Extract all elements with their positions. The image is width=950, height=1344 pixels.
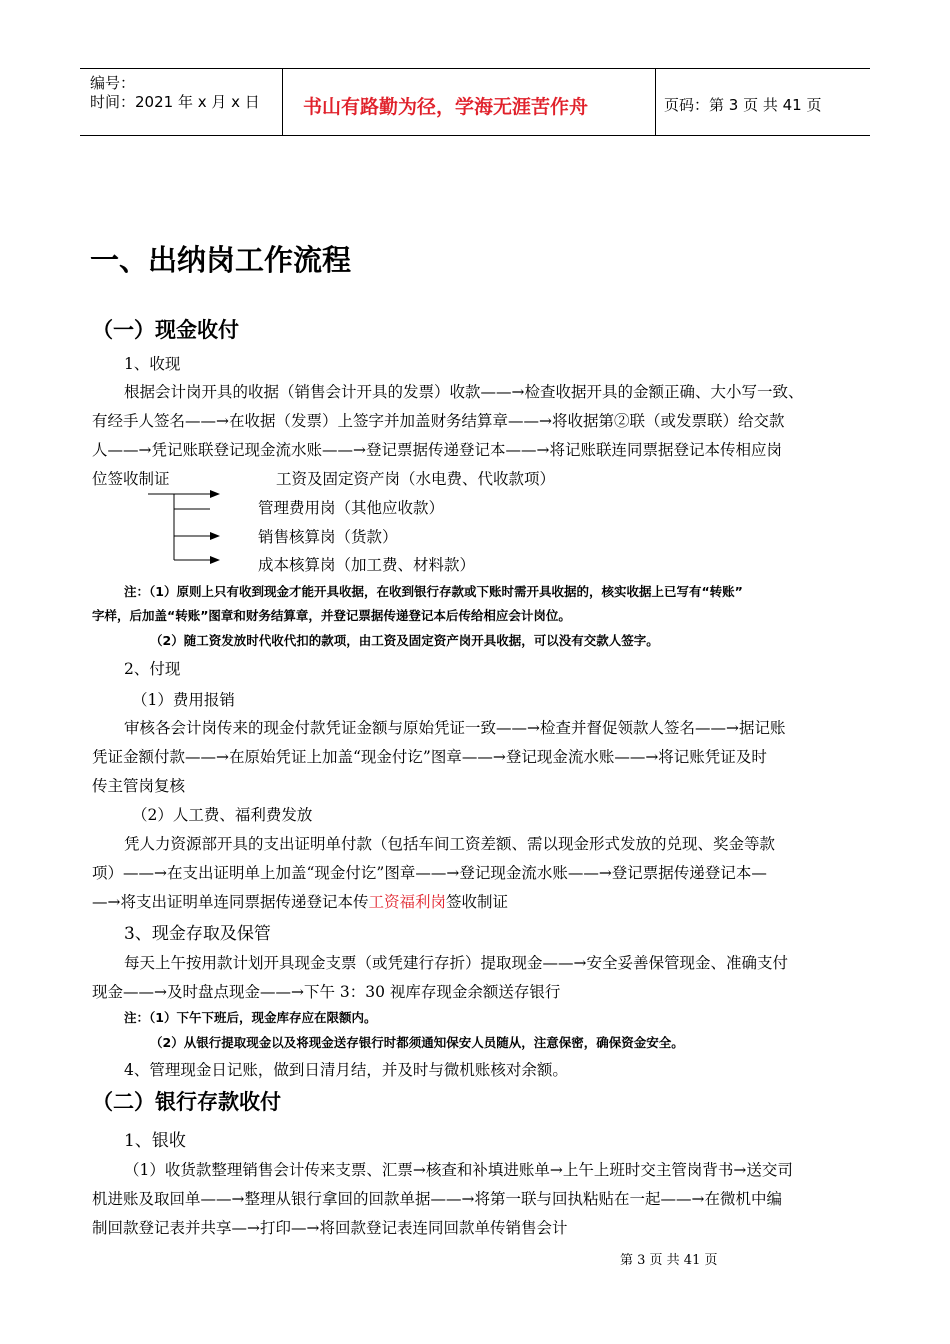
subheading: （1）费用报销 <box>132 691 235 709</box>
branch-item: 销售核算岗（货款） <box>258 528 398 546</box>
subheading: （2）人工费、福利费发放 <box>132 806 313 824</box>
header-bottom-border <box>80 135 870 136</box>
paragraph-text: —→将支出证明单连同票据传递登记本传 <box>92 893 369 911</box>
subheading: 2、付现 <box>124 660 181 678</box>
section-heading: （二）银行存款收付 <box>92 1090 281 1114</box>
paragraph-line <box>92 890 508 912</box>
paragraph-line: 机进账及取回单——→整理从银行拿回的回款单据——→将第一联与回执粘贴在一起——→在微机中编 <box>92 1190 782 1208</box>
section-heading: （一）现金收付 <box>92 318 239 342</box>
paragraph-line: 项）——→在支出证明单上加盖“现金付讫”图章——→登记现金流水账——→登记票据传递登记本— <box>92 864 767 882</box>
header-divider <box>282 68 283 136</box>
paragraph-line: 4、管理现金日记账，做到日清月结，并及时与微机账核对余额。 <box>124 1061 568 1079</box>
subheading: 1、银收 <box>124 1131 186 1151</box>
paragraph-line: 凭人力资源部开具的支出证明单付款（包括车间工资差额、需以现金形式发放的兑现、奖金等款 <box>124 835 776 853</box>
paragraph-line: 制回款登记表并共享—→打印—→将回款登记表连同回款单传销售会计 <box>92 1219 568 1237</box>
paragraph-line: 位签收制证 <box>92 470 170 488</box>
subheading: 1、收现 <box>124 355 181 373</box>
branch-arrows <box>148 485 248 575</box>
note-line: 注：（1）下午下班后，现金库存应在限额内。 <box>124 1010 377 1025</box>
paragraph-line: 传主管岗复核 <box>92 777 186 795</box>
page-footer: 第 3 页 共 41 页 <box>620 1253 718 1268</box>
branch-item: 管理费用岗（其他应收款） <box>258 499 445 517</box>
page-title: 一、出纳岗工作流程 <box>90 243 352 277</box>
branch-item: 成本核算岗（加工费、材料款） <box>258 556 476 574</box>
paragraph-line: 有经手人签名——→在收据（发票）上签字并加盖财务结算章——→将收据第②联（或发票联）给交款 <box>92 412 785 430</box>
note-line: 字样，后加盖“转账”图章和财务结算章，并登记票据传递登记本后传给相应会计岗位。 <box>92 608 571 623</box>
paragraph-text: 签收制证 <box>446 893 509 911</box>
paragraph-line: 每天上午按用款计划开具现金支票（或凭建行存折）提取现金——→安全妥善保管现金、准确支付 <box>124 954 788 972</box>
branch-item: 工资及固定资产岗（水电费、代收款项） <box>276 470 556 488</box>
header-motto: 书山有路勤为径，学海无涯苦作舟 <box>303 96 589 118</box>
note-line: （2）随工资发放时代收代扣的款项，由工资及固定资产岗开具收据，可以没有交款人签字。 <box>150 633 659 648</box>
note-line: （2）从银行提取现金以及将现金送存银行时都须通知保安人员随从，注意保密，确保资金安全。 <box>150 1035 684 1050</box>
subheading: 3、现金存取及保管 <box>124 924 271 944</box>
doc-number-label: 编号： <box>90 74 136 92</box>
paragraph-line: 凭证金额付款——→在原始凭证上加盖“现金付讫”图章——→登记现金流水账——→将记账凭证及时 <box>92 748 767 766</box>
paragraph-line: 人——→凭记账联登记现金流水账——→登记票据传递登记本——→将记账联连同票据登记本传相应岗 <box>92 441 782 459</box>
paragraph-line: 根据会计岗开具的收据（销售会计开具的发票）收款——→检查收据开具的金额正确、大小写一致、 <box>124 383 804 401</box>
paragraph-line: 审核各会计岗传来的现金付款凭证金额与原始凭证一致——→检查并督促领款人签名——→据记账 <box>124 719 786 737</box>
note-line: 注：（1）原则上只有收到现金才能开具收据，在收到银行存款或下账时需开具收据的，核实收据上已写有“转账” <box>124 584 743 599</box>
header-divider <box>655 68 656 136</box>
header-top-border <box>80 68 870 69</box>
page-code: 页码：第 3 页 共 41 页 <box>664 96 822 114</box>
paragraph-line: 现金——→及时盘点现金——→下午 3：30 视库存现金余额送存银行 <box>92 983 561 1001</box>
doc-date: 时间：2021 年 x 月 x 日 <box>90 93 260 111</box>
highlighted-text: 工资福利岗 <box>368 893 447 911</box>
paragraph-line: （1）收货款整理销售会计传来支票、汇票→核查和补填进账单→上午上班时交主管岗背书→送交司 <box>124 1161 793 1179</box>
